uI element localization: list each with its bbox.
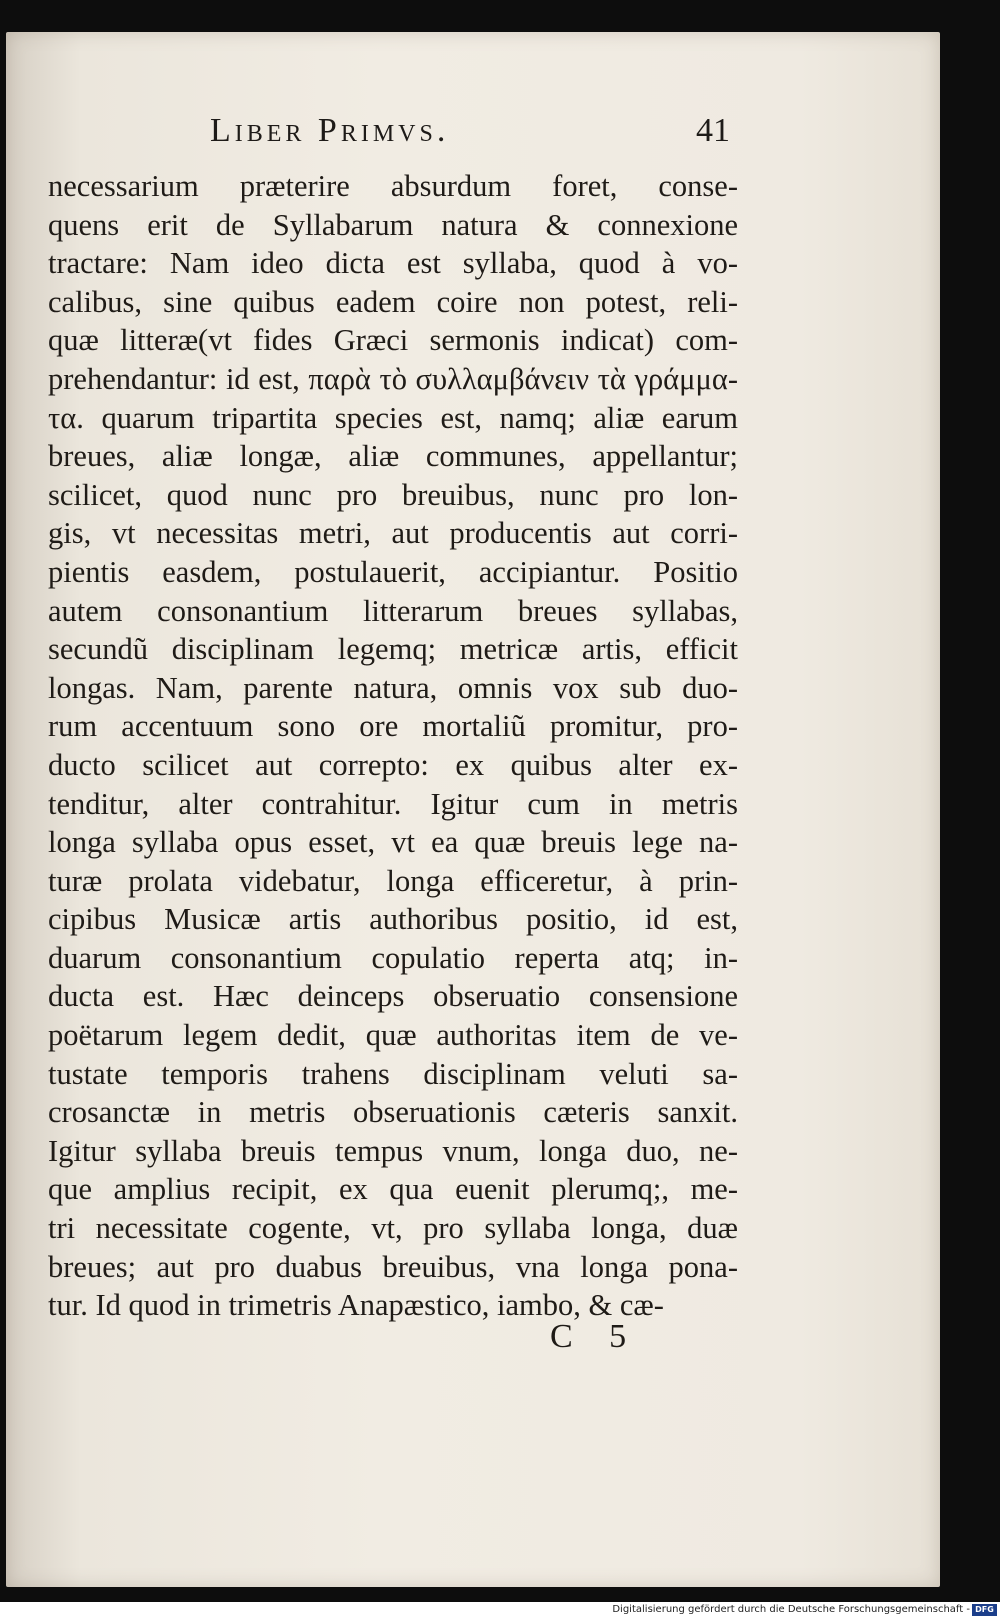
- text-line: crosanctæ in metris obseruationis cæteris sanxit.: [48, 1095, 738, 1130]
- page-header: [210, 112, 730, 152]
- text-line: tractare: Nam ideo dicta est syllaba, quod à vo-: [48, 246, 738, 281]
- text-line: Igitur syllaba breuis tempus vnum, longa duo, ne-: [48, 1133, 738, 1168]
- text-line: scilicet, quod nunc pro breuibus, nunc pro lon-: [48, 477, 738, 512]
- running-title: Liber Primvs.: [210, 112, 450, 149]
- text-line: poëtarum legem dedit, quæ authoritas item de ve-: [48, 1018, 738, 1053]
- text-line: longa syllaba opus esset, vt ea quæ breuis lege na-: [48, 825, 738, 860]
- text-line: tustate temporis trahens disciplinam veluti sa-: [48, 1056, 738, 1091]
- body-text: [48, 167, 738, 1325]
- signature-mark: C 5: [550, 1318, 641, 1355]
- footer-credit: Digitalisierung gefördert durch die Deutsche Forschungsgemeinschaft -: [612, 1604, 970, 1615]
- text-line: cipibus Musicæ artis authoribus positio, id est,: [48, 902, 738, 937]
- text-line: necessarium præterire absurdum foret, conse-: [48, 169, 738, 203]
- text-line: τα. quarum tripartita species est, namq; aliæ earum: [48, 400, 738, 435]
- text-line: que amplius recipit, ex qua euenit plerumq;, me-: [48, 1172, 738, 1207]
- text-line: calibus, sine quibus eadem coire non potest, reli-: [48, 284, 738, 319]
- text-line: pientis easdem, postulauerit, accipiantur. Positio: [48, 554, 738, 589]
- text-line: prehendantur: id est, παρὰ τὸ συλλαμβάνειν τὰ γράμμα-: [48, 361, 738, 396]
- text-line: turæ prolata videbatur, longa efficeretur, à prin-: [48, 863, 738, 898]
- dfg-logo-icon: DFG: [972, 1604, 997, 1616]
- text-line: longas. Nam, parente natura, omnis vox sub duo-: [48, 670, 738, 705]
- text-line: gis, vt necessitas metri, aut producentis aut corri-: [48, 516, 738, 551]
- text-line: breues; aut pro duabus breuibus, vna longa pona-: [48, 1249, 738, 1284]
- page-number: 41: [696, 112, 730, 149]
- text-line: quens erit de Syllabarum natura & connexione: [48, 207, 738, 242]
- text-line: ducta est. Hæc deinceps obseruatio consensione: [48, 979, 738, 1014]
- text-line: quæ litteræ(vt fides Græci sermonis indicat) com-: [48, 323, 738, 358]
- text-line: secundũ disciplinam legemq; metricæ artis, efficit: [48, 632, 738, 667]
- text-line: rum accentuum sono ore mortaliũ promitur, pro-: [48, 709, 738, 744]
- text-line: ducto scilicet aut correpto: ex quibus alter ex-: [48, 747, 738, 782]
- text-line: tenditur, alter contrahitur. Igitur cum in metris: [48, 786, 738, 821]
- text-line: breues, aliæ longæ, aliæ communes, appellantur;: [48, 439, 738, 474]
- text-line: duarum consonantium copulatio reperta atq; in-: [48, 940, 738, 975]
- text-line: autem consonantium litterarum breues syllabas,: [48, 593, 738, 628]
- text-line: tri necessitate cogente, vt, pro syllaba longa, duæ: [48, 1211, 738, 1246]
- text-line: tur. Id quod in trimetris Anapæstico, iambo, & cæ-: [48, 1288, 664, 1323]
